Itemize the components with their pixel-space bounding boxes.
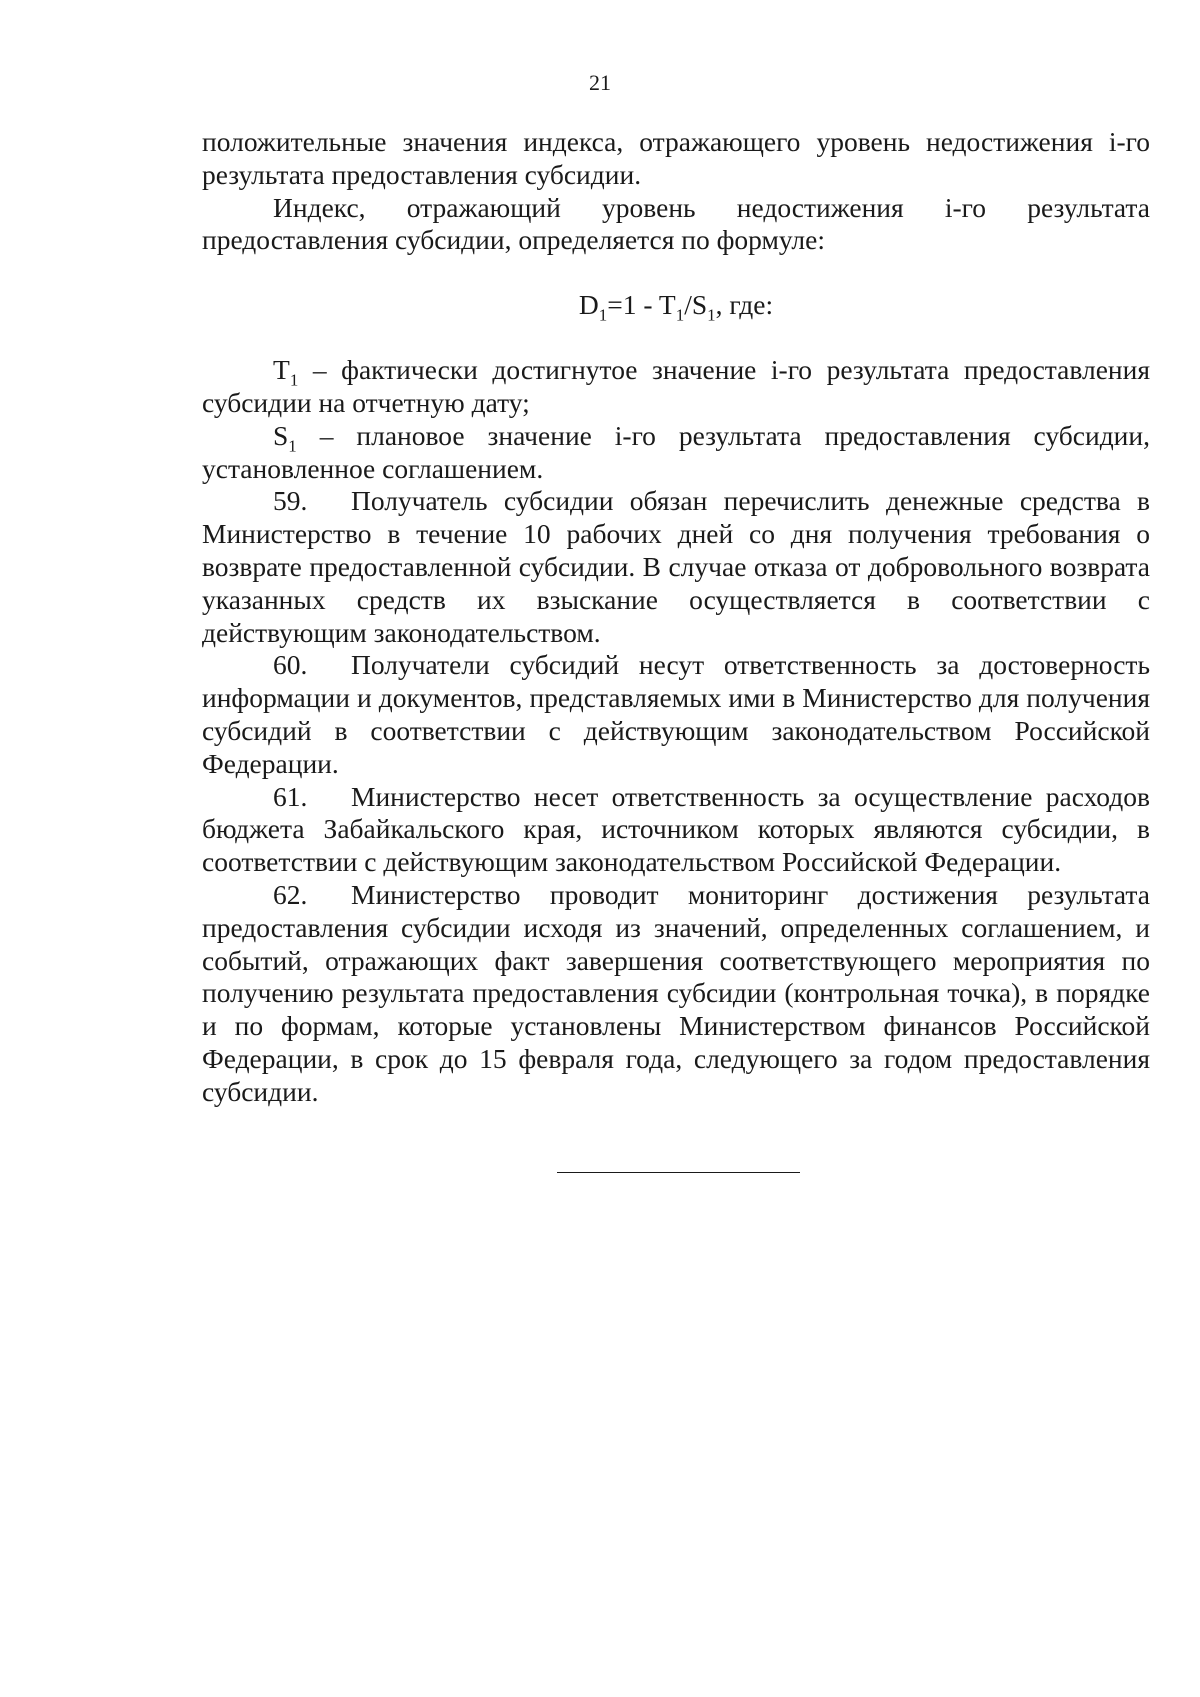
formula-lhs-subscript: 1 [598,305,608,325]
formula-t-subscript: 1 [675,305,685,325]
item-number: 62. [273,878,308,910]
item-number: 60. [273,649,308,681]
end-of-document-rule [557,1172,800,1173]
formula-lhs: D [578,289,599,321]
item-62 [202,879,1150,1109]
definition-s [202,420,1150,486]
formula-s-subscript: 1 [707,305,716,325]
item-59 [202,485,1150,649]
document-body [202,126,1150,1109]
item-number: 61. [273,780,308,812]
item-text: Министерство несет ответственность за осуществление расходов бюджета Забайкальского края, источником которых являются субсидии, в соответствии с действующим законодательством Российской Федерации. [202,780,1150,878]
page-number: 21 [589,70,611,95]
item-60 [202,649,1150,780]
item-text: Получатели субсидий несут ответственность за достоверность информации и документов, представляемых ими в Министерство для получения субсидий в соответствии с действующим законодательством Российской Федерации. [202,649,1150,779]
definition-text: – фактически достигнутое значение i-го результата предоставления субсидии на отчетную дату; [202,354,1150,418]
formula [202,287,1150,323]
formula-part2: /S [684,289,708,321]
definition-subscript: 1 [289,370,299,390]
continuation-paragraph: положительные значения индекса, отражающего уровень недостижения i-го результата предоставления субсидии. [202,126,1150,190]
definition-t [202,354,1150,420]
definition-symbol: T [273,354,290,386]
item-number: 59. [273,485,308,517]
item-text: Получатель субсидии обязан перечислить денежные средства в Министерство в течение 10 рабочих дней со дня получения требования о возврате предоставленной субсидии. В случае отказа от добровольного возврата указанных средств их взыскание осуществляется в соответствии с действующим законодательством. [202,485,1150,648]
item-text: Министерство проводит мониторинг достижения результата предоставления субсидии исходя из значений, определенных соглашением, и событий, отражающих факт завершения соответствующего мероприятия по получению результата предоставления субсидии (контрольная точка), в порядке и по формам, которые установлены Министерством финансов Российской Федерации, в срок до 15 февраля года, следующего за годом предоставления субсидии. [202,878,1150,1107]
definition-text: – плановое значение i-го результата предоставления субсидии, установленное соглашением. [202,419,1150,484]
definition-subscript: 1 [288,436,297,456]
formula-tail: , где: [715,289,774,321]
item-61 [202,781,1150,879]
index-intro-paragraph: Индекс, отражающий уровень недостижения i-го результата предоставления субсидии, определяется по формуле: [202,191,1150,256]
definition-symbol: S [273,419,289,451]
formula-part1: =1 - T [607,289,676,321]
